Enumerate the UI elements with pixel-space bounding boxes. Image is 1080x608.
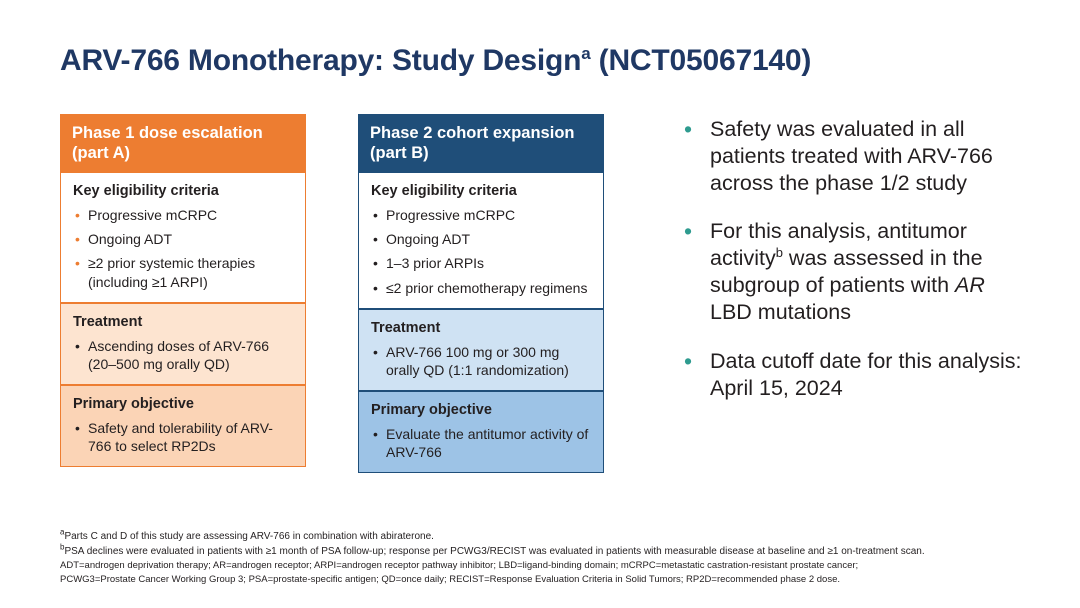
phase-2-eligibility-block (358, 173, 604, 308)
key-point-footnote-marker: b (775, 245, 783, 261)
phase-2-objective-list (371, 425, 591, 461)
gene-name: AR (955, 273, 985, 298)
phase-1-eligibility-block (60, 173, 306, 302)
block-title: Treatment (371, 319, 441, 336)
footnote-a-text: Parts C and D of this study are assessing ARV-766 in combination with abiraterone. (64, 531, 434, 542)
list-item: • 1–3 prior ARPIs (371, 254, 591, 272)
list-item: • Ongoing ADT (73, 230, 293, 248)
phase-1-header: Phase 1 dose escalation (part A) (60, 114, 306, 173)
footnote-b-text: PSA declines were evaluated in patients with ≥1 month of PSA follow-up; response per PCWG3/RECIST was evaluated in patients with measurable disease at baseline and ≥1 on-treatment scan. (64, 545, 925, 557)
phase-1-objective-list (73, 419, 293, 455)
phase-1-eligibility-list (73, 206, 293, 291)
list-item: • Ascending doses of ARV-766 (20–500 mg orally QD) (73, 337, 293, 373)
block-title: Treatment (73, 313, 143, 330)
block-title: Key eligibility criteria (371, 183, 517, 200)
phase-2-treatment-block (358, 308, 604, 390)
list-item: • Progressive mCRPC (371, 206, 591, 224)
block-title: Primary objective (371, 402, 492, 419)
phase-1-column (60, 114, 306, 467)
footnote-b-marker: b (60, 542, 65, 552)
key-point-text: Safety was evaluated in all patients treated with ARV-766 across the phase 1/2 study (710, 117, 993, 196)
list-item: • Safety and tolerability of ARV-766 to select RP2Ds (73, 419, 293, 455)
key-point-text-cont: was assessed in the subgroup of patients with AR LBD mutations (710, 246, 985, 325)
key-points (680, 116, 1030, 402)
phase-1-objective-block (60, 384, 306, 467)
page-title-main: ARV-766 Monotherapy: Study Design (60, 44, 582, 77)
footnote-b (60, 542, 1060, 560)
key-point-analysis (680, 218, 1030, 326)
page-title-footnote-marker: a (581, 44, 591, 63)
key-points-list (680, 116, 1030, 402)
key-point-data-cutoff (680, 348, 1030, 402)
key-point-text: Data cutoff date for this analysis: April 15, 2024 (710, 348, 1022, 400)
footnote-a-marker: a (60, 527, 65, 537)
list-item: • Evaluate the antitumor activity of ARV-766 (371, 425, 591, 461)
key-point-text: For this analysis, antitumor activity (710, 219, 967, 271)
page-title-trailing: (NCT05067140) (590, 44, 812, 77)
phase-2-treatment-list (371, 343, 591, 379)
footnotes (60, 527, 1060, 587)
footnote-a (60, 527, 1060, 545)
block-title: Primary objective (73, 396, 194, 413)
page-title (60, 44, 811, 78)
list-item: • ≤2 prior chemotherapy regimens (371, 279, 591, 297)
list-item: • ARV-766 100 mg or 300 mg orally QD (1:1 randomization) (371, 343, 591, 379)
phase-2-header: Phase 2 cohort expansion (part B) (358, 114, 604, 173)
key-point-safety (680, 116, 1030, 197)
list-item: • Progressive mCRPC (73, 206, 293, 224)
phase-1-treatment-list (73, 337, 293, 373)
abbreviations-line-1: ADT=androgen deprivation therapy; AR=androgen receptor; ARPI=androgen receptor pathway inhibitor; LBD=ligand-binding domain; mCRPC=metastatic castration-resistant prostate cancer; (60, 560, 859, 571)
phase-2-objective-block (358, 390, 604, 473)
list-item: • Ongoing ADT (371, 230, 591, 248)
phase-1-treatment-block (60, 302, 306, 384)
block-title: Key eligibility criteria (73, 183, 219, 200)
phase-2-eligibility-list (371, 206, 591, 297)
phase-2-column (358, 114, 604, 473)
abbreviations-line-2: PCWG3=Prostate Cancer Working Group 3; PSA=prostate-specific antigen; QD=once daily; RECIST=Response Evaluation Criteria in Solid Tumors; RP2D=recommended phase 2 dose. (60, 573, 840, 585)
list-item: • ≥2 prior systemic therapies (including ≥1 ARPI) (73, 254, 293, 290)
